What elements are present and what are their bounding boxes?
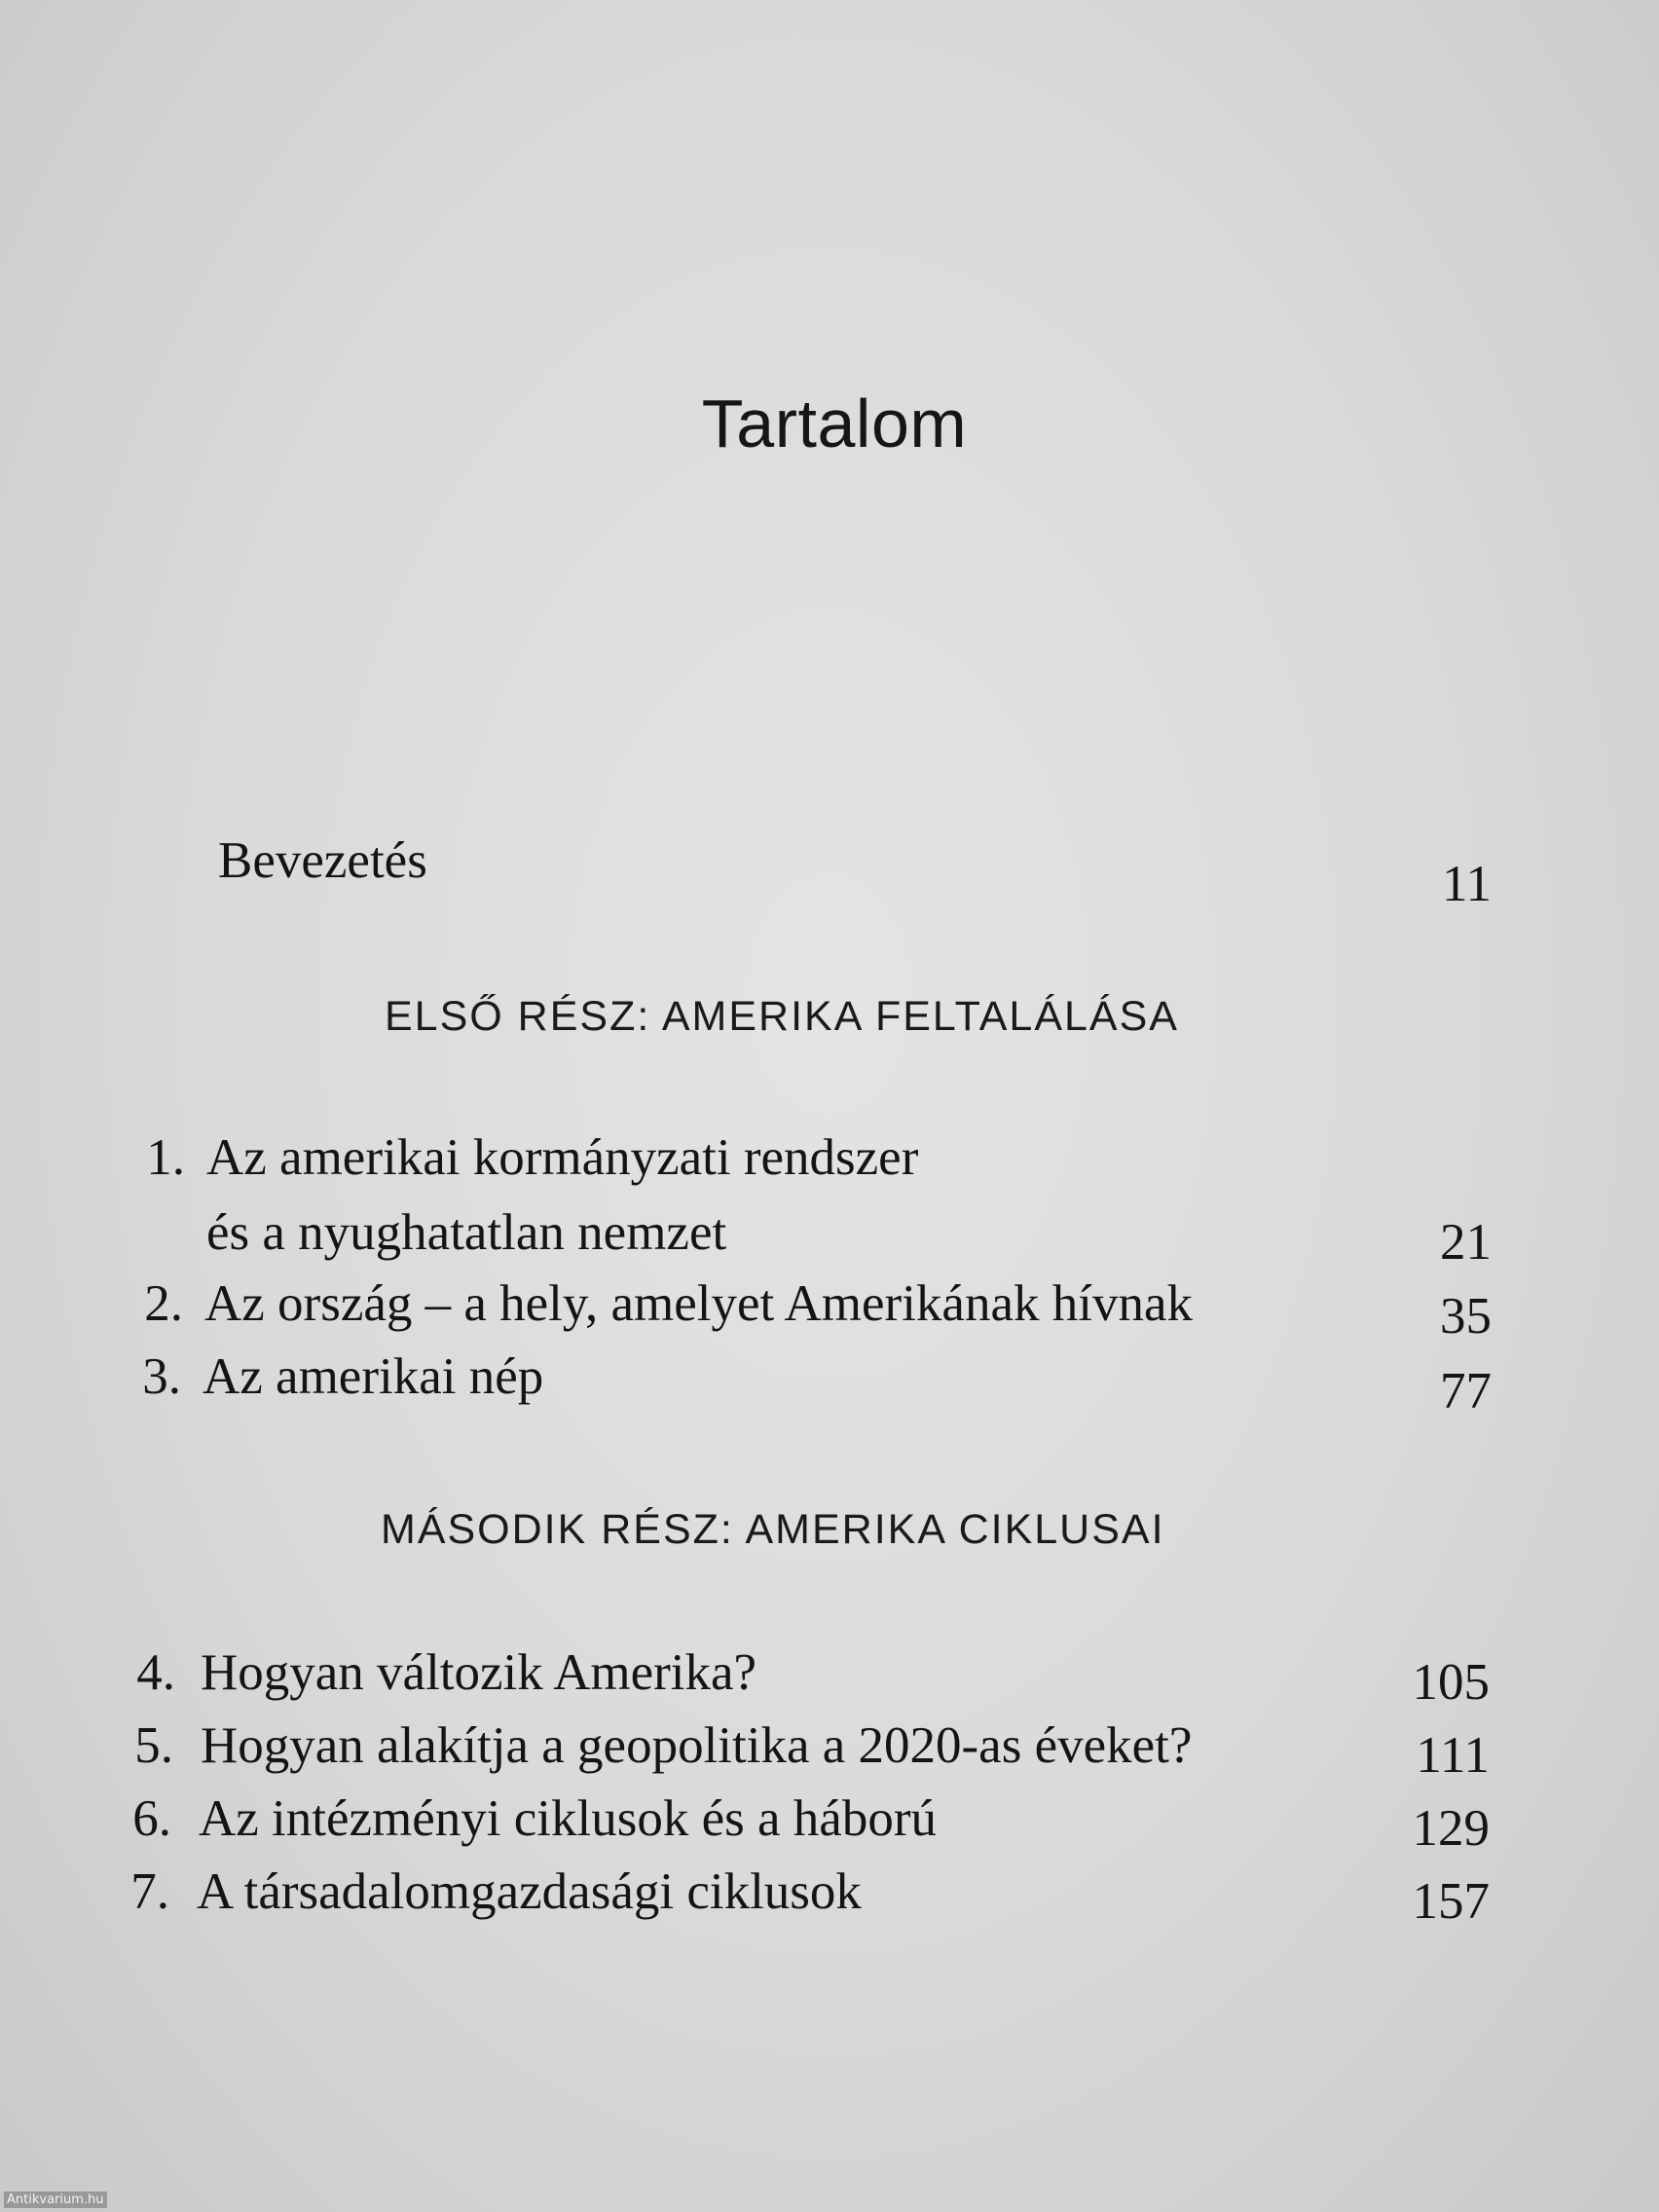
chapter-title-line2: és a nyughatatlan nemzet (206, 1204, 727, 1261)
chapter-title: Hogyan alakítja a geopolitika a 2020-as éveket? (201, 1717, 1193, 1774)
chapter-number: 4. (136, 1644, 175, 1701)
chapter-title: Az intézményi ciklusok és a háború (199, 1790, 937, 1847)
chapter-title: A társadalomgazdasági ciklusok (197, 1863, 862, 1920)
page-title: Tartalom (701, 386, 968, 461)
chapter-number: 5. (134, 1717, 173, 1774)
chapter-page-number: 105 (1412, 1654, 1490, 1711)
chapter-page-number: 21 (1440, 1214, 1492, 1271)
chapter-page-number: 111 (1416, 1727, 1490, 1784)
chapter-page-number: 157 (1412, 1873, 1490, 1930)
chapter-page-number: 129 (1412, 1800, 1490, 1857)
chapter-number: 1. (146, 1129, 185, 1186)
chapter-title: Az ország – a hely, amelyet Amerikának hívnak (204, 1275, 1193, 1332)
chapter-title: Hogyan változik Amerika? (201, 1644, 757, 1701)
chapter-title-line1: Az amerikai kormányzati rendszer (206, 1129, 919, 1186)
intro-label: Bevezetés (218, 832, 427, 889)
chapter-number: 2. (144, 1275, 183, 1332)
chapter-title: Az amerikai nép (203, 1348, 544, 1405)
chapter-page-number: 77 (1440, 1363, 1492, 1419)
part-heading-1: ELSŐ RÉSZ: AMERIKA FELTALÁLÁSA (385, 993, 1179, 1040)
intro-page-number: 11 (1441, 856, 1492, 912)
part-heading-2: MÁSODIK RÉSZ: AMERIKA CIKLUSAI (381, 1506, 1165, 1553)
chapter-number: 7. (130, 1863, 169, 1920)
watermark: Antikvarium.hu (4, 2192, 107, 2208)
chapter-number: 6. (132, 1790, 171, 1847)
chapter-page-number: 35 (1440, 1288, 1492, 1345)
chapter-number: 3. (142, 1348, 181, 1405)
